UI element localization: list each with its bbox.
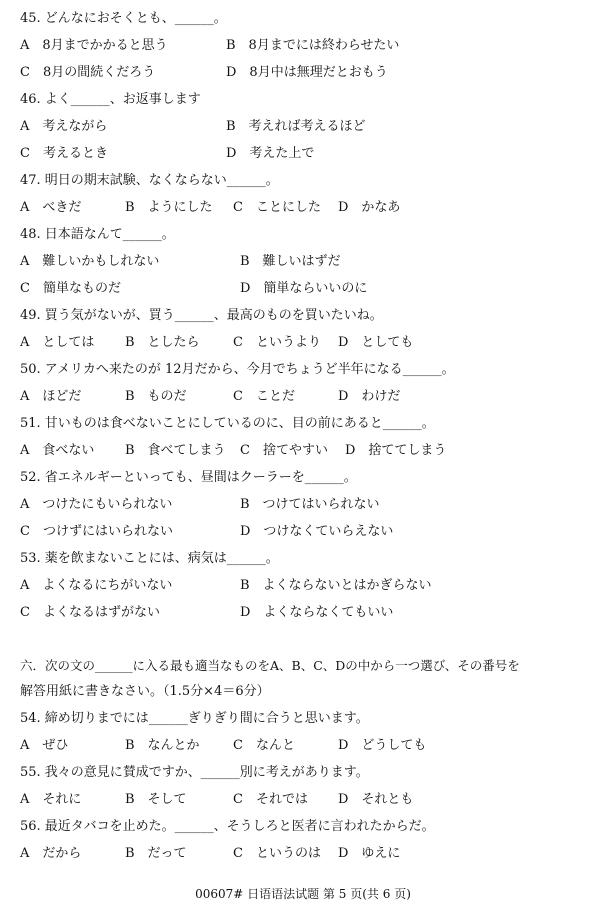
question-45-option-a: A 8月までかかると思う — [20, 38, 168, 53]
question-55-option-b: B そして — [125, 792, 187, 807]
question-54-option-c: C なんと — [233, 738, 295, 753]
page-footer: 00607# 日语语法试题 第 5 页(共 6 页) — [195, 887, 411, 901]
question-54-option-d: D どうしても — [338, 738, 427, 753]
question-50-stem: 50. アメリカへ来たのが 12月だから、今月でちょうど半年になる______。 — [20, 362, 455, 377]
question-46-stem: 46. よく______、お返事します — [20, 92, 201, 107]
question-53-option-c: C よくなるはずがない — [20, 605, 160, 620]
question-49-option-d: D としても — [338, 335, 414, 350]
question-53-option-b: B よくならないとはかぎらない — [240, 578, 432, 593]
question-45-option-c: C 8月の間続くだろう — [20, 65, 156, 80]
question-53-option-a: A よくなるにちがいない — [20, 578, 173, 593]
question-51-stem: 51. 甘いものは食べないことにしているのに、目の前にあると______。 — [20, 416, 435, 431]
question-56-option-a: A だから — [20, 846, 82, 861]
question-48-stem: 48. 日本語なんて______。 — [20, 227, 175, 242]
question-56-option-d: D ゆえに — [338, 846, 401, 861]
question-45-stem: 45. どんなにおそくとも、______。 — [20, 11, 227, 26]
question-46-option-b: B 考えれば考えるほど — [226, 119, 366, 134]
question-49-option-c: C というより — [233, 335, 321, 350]
question-56-option-b: B だって — [125, 846, 187, 861]
question-48-option-b: B 難しいはずだ — [240, 254, 341, 269]
question-46-option-d: D 考えた上で — [226, 146, 315, 161]
question-48-option-a: A 難しいかもしれない — [20, 254, 160, 269]
question-50-option-a: A ほどだ — [20, 389, 82, 404]
question-51-option-c: C 捨てやすい — [240, 443, 328, 458]
question-50-option-c: C ことだ — [233, 389, 295, 404]
question-46-option-a: A 考えながら — [20, 119, 108, 134]
question-51-option-d: D 捨ててしまう — [345, 443, 447, 458]
question-52-option-a: A つけたにもいられない — [20, 497, 173, 512]
question-56-option-c: C というのは — [233, 846, 321, 861]
question-47-option-d: D かなあ — [338, 200, 401, 215]
question-53-stem: 53. 薬を飲まないことには、病気は______。 — [20, 551, 279, 566]
question-47-option-c: C ことにした — [233, 200, 321, 215]
question-55-option-c: C それでは — [233, 792, 308, 807]
question-49-option-a: A としては — [20, 335, 95, 350]
question-55-stem: 55. 我々の意見に賛成ですか、______別に考えがあります。 — [20, 765, 369, 780]
question-49-option-b: B としたら — [125, 335, 200, 350]
question-51-option-b: B 食べてしまう — [125, 443, 226, 458]
question-47-stem: 47. 明日の期末試験、なくならない______。 — [20, 173, 279, 188]
question-48-option-c: C 簡単なものだ — [20, 281, 121, 296]
question-52-option-d: D つけなくていらえない — [240, 524, 394, 539]
question-52-option-c: C つけずにはいられない — [20, 524, 173, 539]
question-51-option-a: A 食べない — [20, 443, 95, 458]
question-45-option-b: B 8月までには終わらせたい — [226, 38, 400, 53]
question-47-option-a: A べきだ — [20, 200, 82, 215]
question-46-option-c: C 考えるとき — [20, 146, 108, 161]
question-53-option-d: D よくならなくてもいい — [240, 605, 394, 620]
question-56-stem: 56. 最近タバコを止めた。______、そうしろと医者に言われたからだ。 — [20, 819, 435, 834]
question-50-option-d: D わけだ — [338, 389, 401, 404]
question-55-option-a: A それに — [20, 792, 82, 807]
section-6-instruction: 六．次の文の______に入る最も適当なものをA、B、C、Dの中から一つ選び、その番号を — [20, 658, 520, 673]
question-52-option-b: B つけてはいられない — [240, 497, 380, 512]
question-47-option-b: B ようにした — [125, 200, 213, 215]
question-54-option-b: B なんとか — [125, 738, 200, 753]
question-48-option-d: D 簡単ならいいのに — [240, 281, 368, 296]
question-50-option-b: B ものだ — [125, 389, 187, 404]
question-45-option-d: D 8月中は無理だとおもう — [226, 65, 388, 80]
question-54-option-a: A ぜひ — [20, 738, 69, 753]
question-54-stem: 54. 締め切りまでには______ぎりぎり間に合うと思います。 — [20, 711, 369, 726]
question-49-stem: 49. 買う気がないが、買う______、最高のものを買いたいね。 — [20, 308, 383, 323]
question-52-stem: 52. 省エネルギーといっても、昼間はクーラーを______。 — [20, 470, 357, 485]
section-6-instruction-cont: 解答用紙に書きなさい。（1.5分×4＝6分） — [20, 684, 270, 699]
question-55-option-d: D それとも — [338, 792, 414, 807]
